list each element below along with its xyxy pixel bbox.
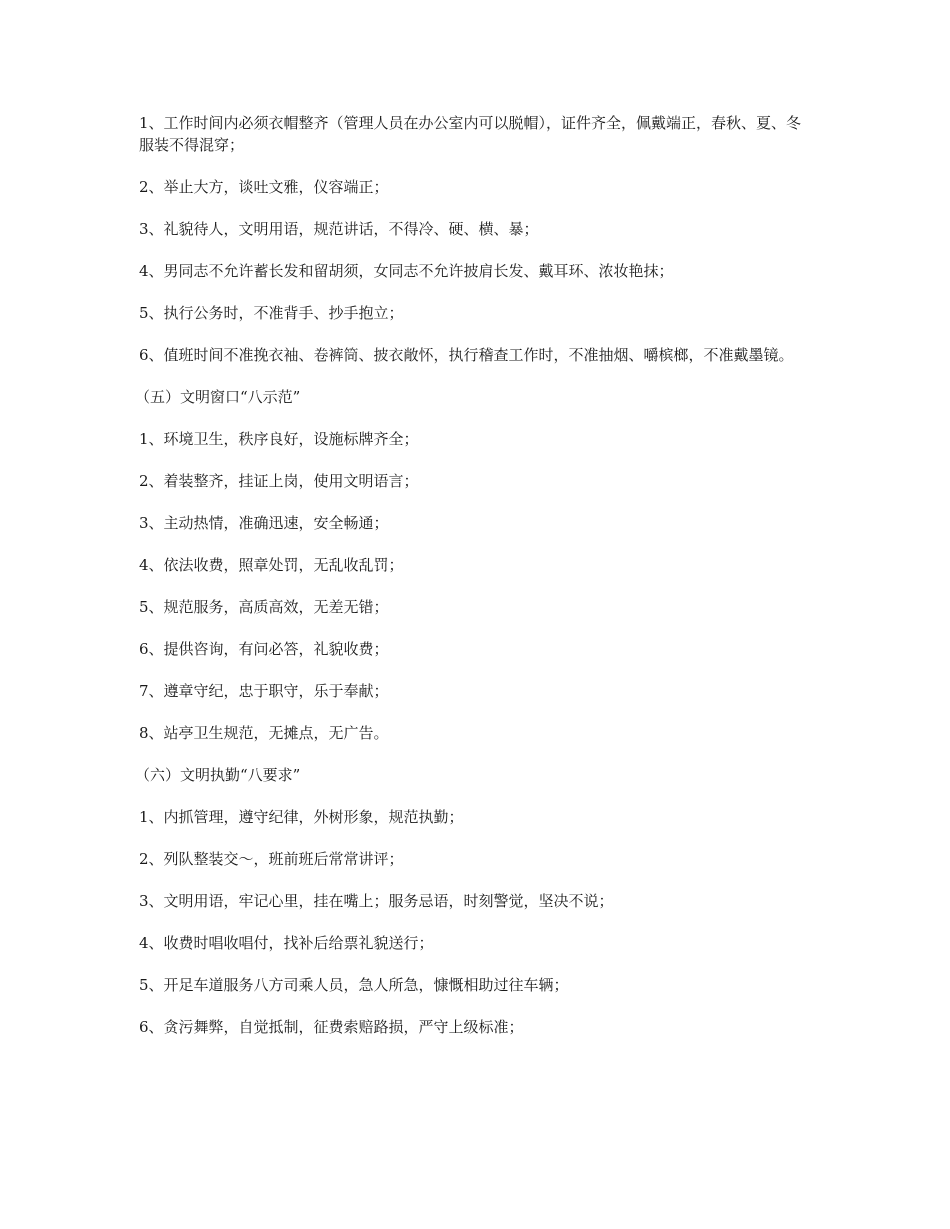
document-body: [135, 112, 811, 1058]
list-item: 5、开足车道服务八方司乘人员，急人所急，慷慨相助过往车辆；: [139, 976, 569, 994]
list-item: 5、执行公务时，不准背手、抄手抱立；: [139, 304, 404, 322]
list-item: 1、工作时间内必须衣帽整齐（管理人员在办公室内可以脱帽），证件齐全，佩戴端正，春秋、夏、冬服装不得混穿；: [139, 114, 802, 154]
list-item: 2、着装整齐，挂证上岗，使用文明语言；: [139, 472, 419, 490]
list-item: 1、环境卫生，秩序良好，设施标牌齐全；: [139, 430, 419, 448]
list-item: 8、站亭卫生规范，无摊点，无广告。: [139, 724, 389, 742]
list-item: 4、收费时唱收唱付，找补后给票礼貌送行；: [139, 934, 434, 952]
list-item: 6、贪污舞弊，自觉抵制，征费索赔路损，严守上级标准；: [139, 1018, 524, 1036]
list-item: 2、列队整装交～，班前班后常常讲评；: [139, 850, 404, 868]
section-heading: （五）文明窗口“八示范”: [135, 388, 301, 406]
list-item: 1、内抓管理，遵守纪律，外树形象，规范执勤；: [139, 808, 464, 826]
list-item: 3、文明用语，牢记心里，挂在嘴上；服务忌语，时刻警觉，坚决不说；: [139, 892, 614, 910]
list-item: 5、规范服务，高质高效，无差无错；: [139, 598, 389, 616]
list-item: 2、举止大方，谈吐文雅，仪容端正；: [139, 178, 389, 196]
list-item: 4、依法收费，照章处罚，无乱收乱罚；: [139, 556, 404, 574]
list-item: 3、主动热情，准确迅速，安全畅通；: [139, 514, 389, 532]
list-item: 7、遵章守纪，忠于职守，乐于奉献；: [139, 682, 389, 700]
list-item: 4、男同志不允许蓄长发和留胡须，女同志不允许披肩长发、戴耳环、浓妆艳抹；: [139, 262, 674, 280]
list-item: 6、提供咨询，有问必答，礼貌收费；: [139, 640, 389, 658]
list-item: 3、礼貌待人，文明用语，规范讲话，不得冷、硬、横、暴；: [139, 220, 539, 238]
section-heading: （六）文明执勤“八要求”: [135, 766, 301, 784]
list-item: 6、值班时间不准挽衣袖、卷裤筒、披衣敞怀，执行稽查工作时，不准抽烟、嚼槟榔，不准戴墨镜。: [139, 346, 794, 364]
